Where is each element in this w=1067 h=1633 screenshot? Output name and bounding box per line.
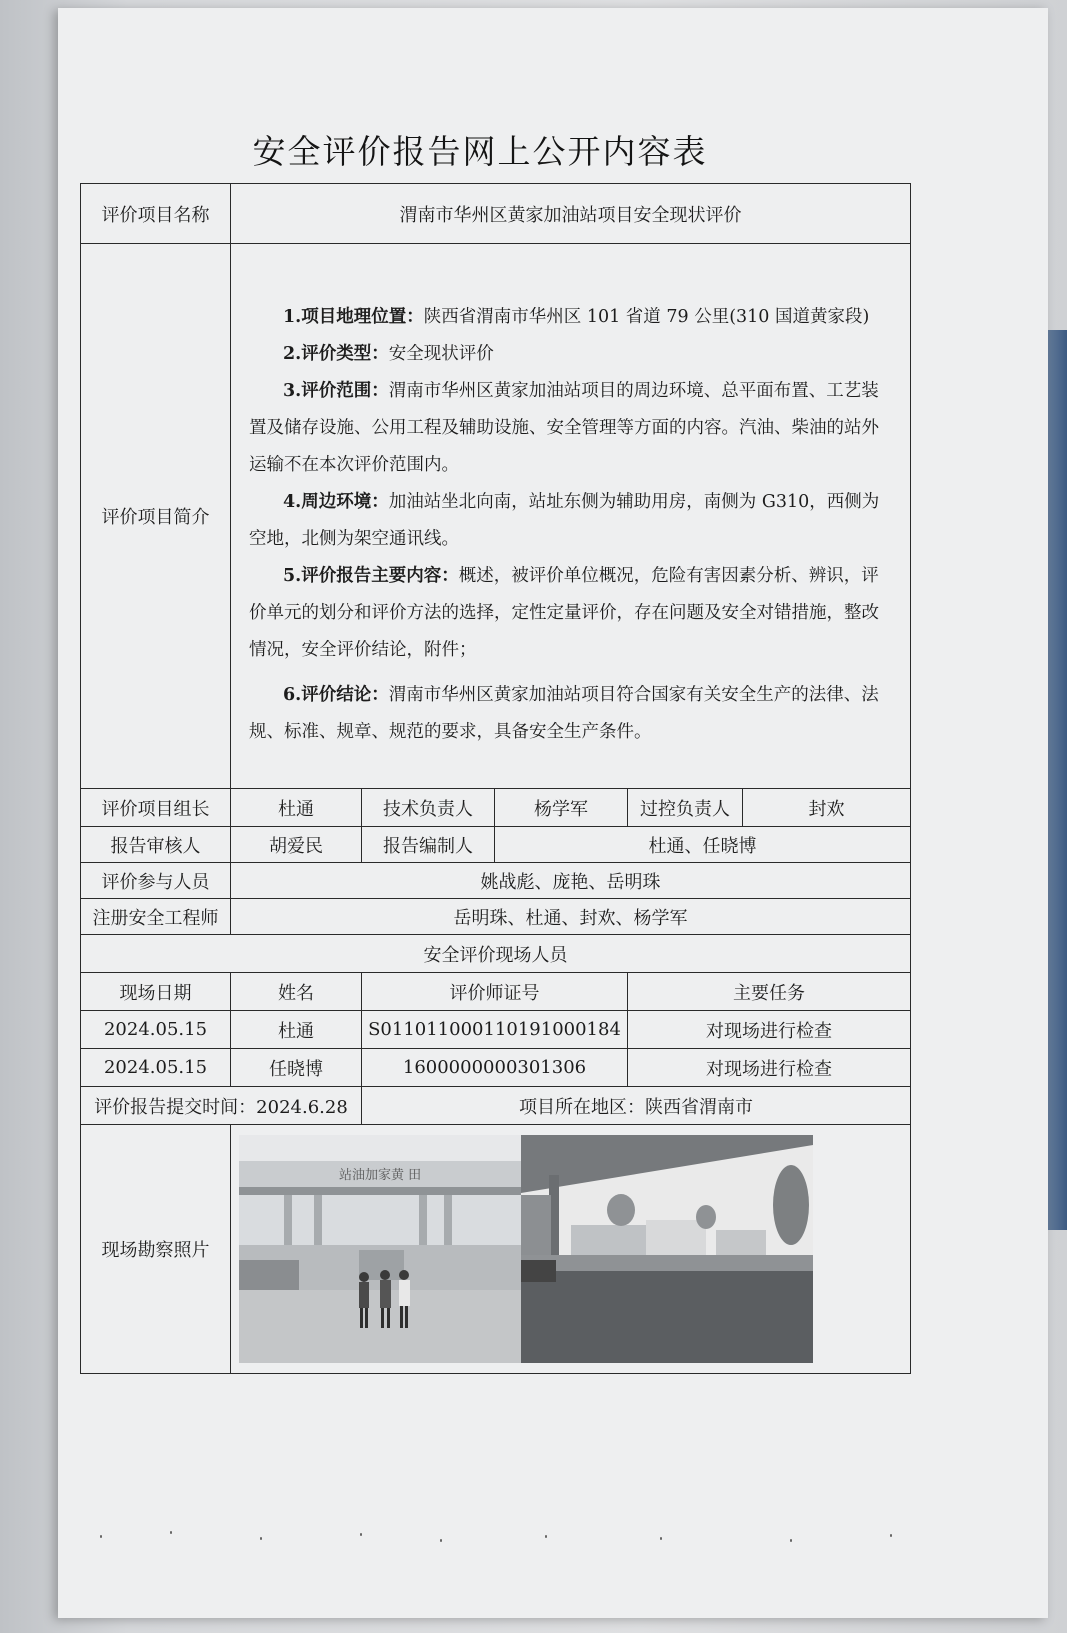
photos-row: [81, 1125, 911, 1374]
intro-item4-heading: 4.周边环境：: [283, 492, 389, 512]
site-row-date: 2024.05.15: [81, 1011, 231, 1049]
site-header-task: 主要任务: [628, 973, 911, 1011]
site-row-cert: S011011000110191000184: [362, 1011, 628, 1049]
staff-row-leader: [81, 789, 911, 827]
site-header-row: [81, 973, 911, 1011]
site-header-name: 姓名: [231, 973, 362, 1011]
project-intro-label: 评价项目简介: [81, 244, 231, 789]
project-intro-body: [231, 244, 911, 789]
intro-item6-heading: 6.评价结论：: [283, 685, 389, 705]
photos-label: 现场勘察照片: [81, 1125, 231, 1374]
tech-value: 杨学军: [495, 789, 628, 827]
intro-item6-text: 渭南市华州区黄家加油站项目符合国家有关安全生产的法律、法规、标准、规章、规范的要求，具备安全生产条件。: [249, 685, 879, 742]
staff-row-engineers: [81, 899, 911, 935]
leader-label: 评价项目组长: [81, 789, 231, 827]
project-name-value: 渭南市华州区黄家加油站项目安全现状评价: [231, 184, 911, 244]
site-photo-forecourt: [521, 1135, 813, 1363]
site-photo-canopy-image: [239, 1135, 521, 1363]
engineers-value: 岳明珠、杜通、封欢、杨学军: [231, 899, 911, 935]
table-row: [81, 1011, 911, 1049]
editor-label: 报告编制人: [362, 827, 495, 863]
project-name-label: 评价项目名称: [81, 184, 231, 244]
site-header-date: 现场日期: [81, 973, 231, 1011]
site-row-task: 对现场进行检查: [628, 1049, 911, 1087]
engineers-label: 注册安全工程师: [81, 899, 231, 935]
document-title: 安全评价报告网上公开内容表: [252, 132, 708, 171]
intro-item2-text: 安全现状评价: [388, 344, 494, 364]
staff-row-reviewer: [81, 827, 911, 863]
scan-specks: [100, 1525, 920, 1545]
table-row: [81, 1049, 911, 1087]
intro-item2-heading: 2.评价类型：: [283, 344, 389, 364]
participants-label: 评价参与人员: [81, 863, 231, 899]
leader-value: 杜通: [231, 789, 362, 827]
process-value: 封欢: [743, 789, 911, 827]
intro-item1-text: 陕西省渭南市华州区 101 省道 79 公里(310 国道黄家段): [423, 307, 870, 327]
project-intro-row: [81, 244, 911, 789]
site-row-name: 任晓博: [231, 1049, 362, 1087]
photos-cell: [231, 1125, 911, 1374]
intro-item5-heading: 5.评价报告主要内容：: [283, 566, 459, 586]
site-photo-canopy: [239, 1135, 521, 1363]
disclosure-table: [80, 183, 911, 1374]
tech-label: 技术负责人: [362, 789, 495, 827]
submit-time: 评价报告提交时间：2024.6.28: [81, 1087, 362, 1125]
intro-item3-heading: 3.评价范围：: [283, 381, 389, 401]
editor-value: 杜通、任晓博: [495, 827, 911, 863]
site-photo-forecourt-image: [521, 1135, 813, 1363]
intro-item4-text: 加油站坐北向南，站址东侧为辅助用房，南侧为 G310，西侧为空地，北侧为架空通讯线。: [249, 492, 880, 549]
intro-item5-text: 概述，被评价单位概况，危险有害因素分析、辨识，评价单元的划分和评价方法的选择，定性定量评价，存在问题及安全对错措施，整改情况，安全评价结论，附件；: [249, 566, 879, 660]
staff-row-participants: [81, 863, 911, 899]
intro-item1-heading: 1.项目地理位置：: [283, 307, 424, 327]
intro-item3-text: 渭南市华州区黄家加油站项目的周边环境、总平面布置、工艺装置及储存设施、公用工程及辅助设施、安全管理等方面的内容。汽油、柴油的站外运输不在本次评价范围内。: [249, 381, 879, 475]
canopy-sign-text: 站油加家黄 田: [339, 1168, 422, 1183]
site-section-title: 安全评价现场人员: [81, 935, 911, 973]
reviewer-label: 报告审核人: [81, 827, 231, 863]
site-row-name: 杜通: [231, 1011, 362, 1049]
participants-value: 姚战彪、庞艳、岳明珠: [231, 863, 911, 899]
site-row-task: 对现场进行检查: [628, 1011, 911, 1049]
reviewer-value: 胡爱民: [231, 827, 362, 863]
site-row-date: 2024.05.15: [81, 1049, 231, 1087]
project-region: 项目所在地区：陕西省渭南市: [362, 1087, 911, 1125]
site-row-cert: 1600000000301306: [362, 1049, 628, 1087]
project-name-row: [81, 184, 911, 244]
submission-row: [81, 1087, 911, 1125]
process-label: 过控负责人: [628, 789, 743, 827]
site-header-cert: 评价师证号: [362, 973, 628, 1011]
site-section-row: [81, 935, 911, 973]
